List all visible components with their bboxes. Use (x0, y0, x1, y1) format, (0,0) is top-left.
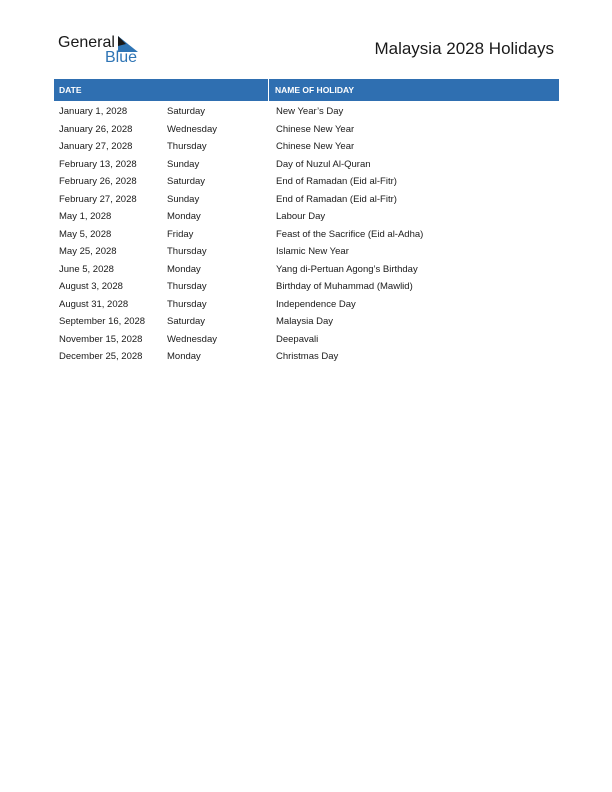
holiday-weekday: Friday (167, 228, 194, 240)
holiday-date: January 1, 2028 (59, 106, 128, 118)
table-row (54, 226, 559, 244)
table-row (54, 173, 559, 191)
column-header-date: DATE (54, 79, 269, 101)
holiday-weekday: Sunday (167, 193, 200, 205)
holiday-name: Feast of the Sacrifice (Eid al-Adha) (276, 228, 424, 240)
holiday-weekday: Wednesday (167, 333, 217, 345)
holiday-date: January 27, 2028 (59, 141, 133, 153)
table-row (54, 348, 559, 366)
table-row (54, 156, 559, 174)
table-row (54, 331, 559, 349)
table-row (54, 103, 559, 121)
holiday-name: Yang di-Pertuan Agong’s Birthday (276, 263, 418, 275)
column-header-name: NAME OF HOLIDAY (275, 85, 355, 95)
holiday-date: February 13, 2028 (59, 158, 137, 170)
table-row (54, 261, 559, 279)
holiday-weekday: Thursday (167, 281, 207, 293)
holiday-date: September 16, 2028 (59, 316, 146, 328)
holiday-weekday: Thursday (167, 246, 207, 258)
holiday-name: Deepavali (276, 333, 319, 345)
holiday-weekday: Saturday (167, 106, 206, 118)
holiday-weekday: Saturday (167, 316, 206, 328)
holiday-date: August 31, 2028 (59, 298, 129, 310)
holiday-date: February 26, 2028 (59, 176, 137, 188)
holiday-name: End of Ramadan (Eid al-Fitr) (276, 176, 397, 188)
table-body (54, 101, 559, 366)
holiday-date: June 5, 2028 (59, 263, 114, 275)
table-row (54, 296, 559, 314)
holiday-weekday: Sunday (167, 158, 200, 170)
holiday-weekday: Monday (167, 263, 201, 275)
table-row (54, 208, 559, 226)
holiday-name: Malaysia Day (276, 316, 334, 328)
holiday-date: December 25, 2028 (59, 351, 143, 363)
holiday-date: February 27, 2028 (59, 193, 137, 205)
holiday-date: August 3, 2028 (59, 281, 123, 293)
holiday-name: End of Ramadan (Eid al-Fitr) (276, 193, 397, 205)
holiday-name: Islamic New Year (276, 246, 349, 258)
table-row (54, 191, 559, 209)
holiday-name: Day of Nuzul Al-Quran (276, 158, 371, 170)
holiday-date: November 15, 2028 (59, 333, 143, 345)
holidays-table (54, 79, 559, 366)
holiday-date: January 26, 2028 (59, 123, 133, 135)
holiday-name: New Year’s Day (276, 106, 344, 118)
table-row (54, 138, 559, 156)
logo-word-general: General (58, 34, 115, 51)
holiday-name: Chinese New Year (276, 141, 355, 153)
holiday-weekday: Wednesday (167, 123, 217, 135)
holiday-weekday: Monday (167, 211, 201, 223)
holiday-name: Christmas Day (276, 351, 339, 363)
table-row (54, 278, 559, 296)
holiday-name: Chinese New Year (276, 123, 355, 135)
holiday-date: May 25, 2028 (59, 246, 117, 258)
holiday-date: May 5, 2028 (59, 228, 112, 240)
holiday-weekday: Monday (167, 351, 201, 363)
logo-word-blue: Blue (105, 49, 138, 66)
brand-logo (58, 34, 148, 68)
holiday-name: Labour Day (276, 211, 326, 223)
table-header (54, 79, 559, 101)
holiday-weekday: Thursday (167, 298, 207, 310)
holiday-weekday: Saturday (167, 176, 206, 188)
holiday-weekday: Thursday (167, 141, 207, 153)
table-row (54, 313, 559, 331)
table-row (54, 121, 559, 139)
table-row (54, 243, 559, 261)
holiday-date: May 1, 2028 (59, 211, 112, 223)
holiday-name: Independence Day (276, 298, 356, 310)
page-title: Malaysia 2028 Holidays (374, 39, 554, 58)
holiday-name: Birthday of Muhammad (Mawlid) (276, 281, 413, 293)
